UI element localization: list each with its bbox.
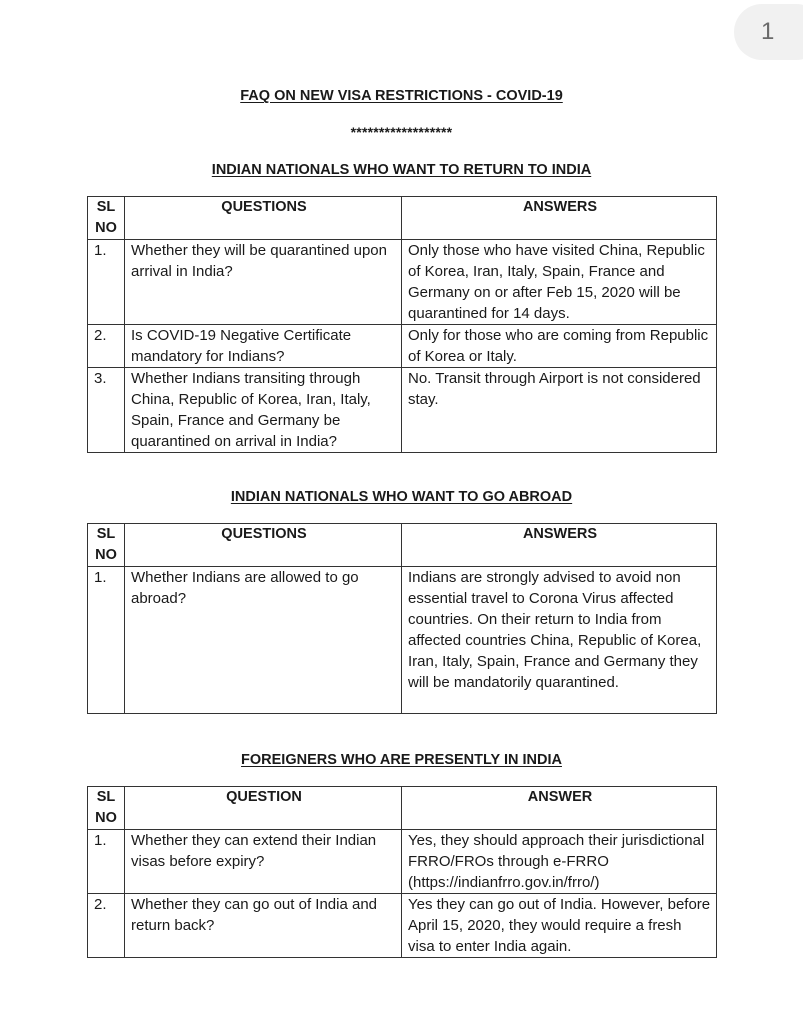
row-serial: 3. bbox=[88, 368, 125, 453]
row-serial: 2. bbox=[88, 894, 125, 958]
section-heading-abroad: INDIAN NATIONALS WHO WANT TO GO ABROAD bbox=[230, 489, 573, 505]
row-serial: 2. bbox=[88, 325, 125, 368]
section-heading-return: INDIAN NATIONALS WHO WANT TO RETURN TO INDIA bbox=[211, 162, 592, 178]
row-question: Whether Indians are allowed to go abroad? bbox=[125, 567, 402, 714]
faq-table-foreigners bbox=[87, 786, 717, 958]
row-serial: 1. bbox=[88, 240, 125, 325]
row-answer: Only for those who are coming from Republic of Korea or Italy. bbox=[402, 325, 717, 368]
table-row bbox=[88, 325, 717, 368]
row-answer: Only those who have visited China, Republic of Korea, Iran, Italy, Spain, France and Germany on or after Feb 15, 2020 will be quarantined for 14 days. bbox=[402, 240, 717, 325]
row-answer: Indians are strongly advised to avoid non essential travel to Corona Virus affected countries. On their return to India from affected countries China, Republic of Korea, Iran, Italy, Spain, France and Germany they will be mandatorily quarantined. bbox=[402, 567, 717, 714]
document-title: FAQ ON NEW VISA RESTRICTIONS - COVID-19 bbox=[240, 88, 563, 104]
row-serial: 1. bbox=[88, 567, 125, 714]
row-question: Whether they will be quarantined upon arrival in India? bbox=[125, 240, 402, 325]
section-heading-foreigners: FOREIGNERS WHO ARE PRESENTLY IN INDIA bbox=[241, 752, 562, 768]
column-header-sl: SL NO bbox=[88, 524, 125, 567]
table-row bbox=[88, 567, 717, 714]
title-separator: ****************** bbox=[350, 124, 453, 140]
row-question: Whether they can go out of India and return back? bbox=[125, 894, 402, 958]
column-header-sl: SL NO bbox=[88, 197, 125, 240]
column-header-answers: ANSWERS bbox=[402, 524, 717, 567]
table-row bbox=[88, 240, 717, 325]
table-row bbox=[88, 368, 717, 453]
column-header-answer: ANSWER bbox=[402, 787, 717, 830]
row-answer: Yes they can go out of India. However, before April 15, 2020, they would require a fresh visa to enter India again. bbox=[402, 894, 717, 958]
row-answer: No. Transit through Airport is not considered stay. bbox=[402, 368, 717, 453]
row-answer: Yes, they should approach their jurisdictional FRRO/FROs through e-FRRO (https://indianfrro.gov.in/frro/) bbox=[402, 830, 717, 894]
column-header-answers: ANSWERS bbox=[402, 197, 717, 240]
table-row bbox=[88, 830, 717, 894]
column-header-questions: QUESTIONS bbox=[125, 197, 402, 240]
row-serial: 1. bbox=[88, 830, 125, 894]
table-header-row bbox=[88, 787, 717, 830]
page-number-badge: 1 bbox=[734, 4, 803, 60]
column-header-question: QUESTION bbox=[125, 787, 402, 830]
table-header-row bbox=[88, 197, 717, 240]
row-question: Whether Indians transiting through China, Republic of Korea, Iran, Italy, Spain, France and Germany be quarantined on arrival in India? bbox=[125, 368, 402, 453]
column-header-questions: QUESTIONS bbox=[125, 524, 402, 567]
row-question: Whether they can extend their Indian visas before expiry? bbox=[125, 830, 402, 894]
faq-table-return bbox=[87, 196, 717, 453]
faq-table-abroad bbox=[87, 523, 717, 714]
column-header-sl: SL NO bbox=[88, 787, 125, 830]
row-question: Is COVID-19 Negative Certificate mandatory for Indians? bbox=[125, 325, 402, 368]
table-header-row bbox=[88, 524, 717, 567]
table-row bbox=[88, 894, 717, 958]
